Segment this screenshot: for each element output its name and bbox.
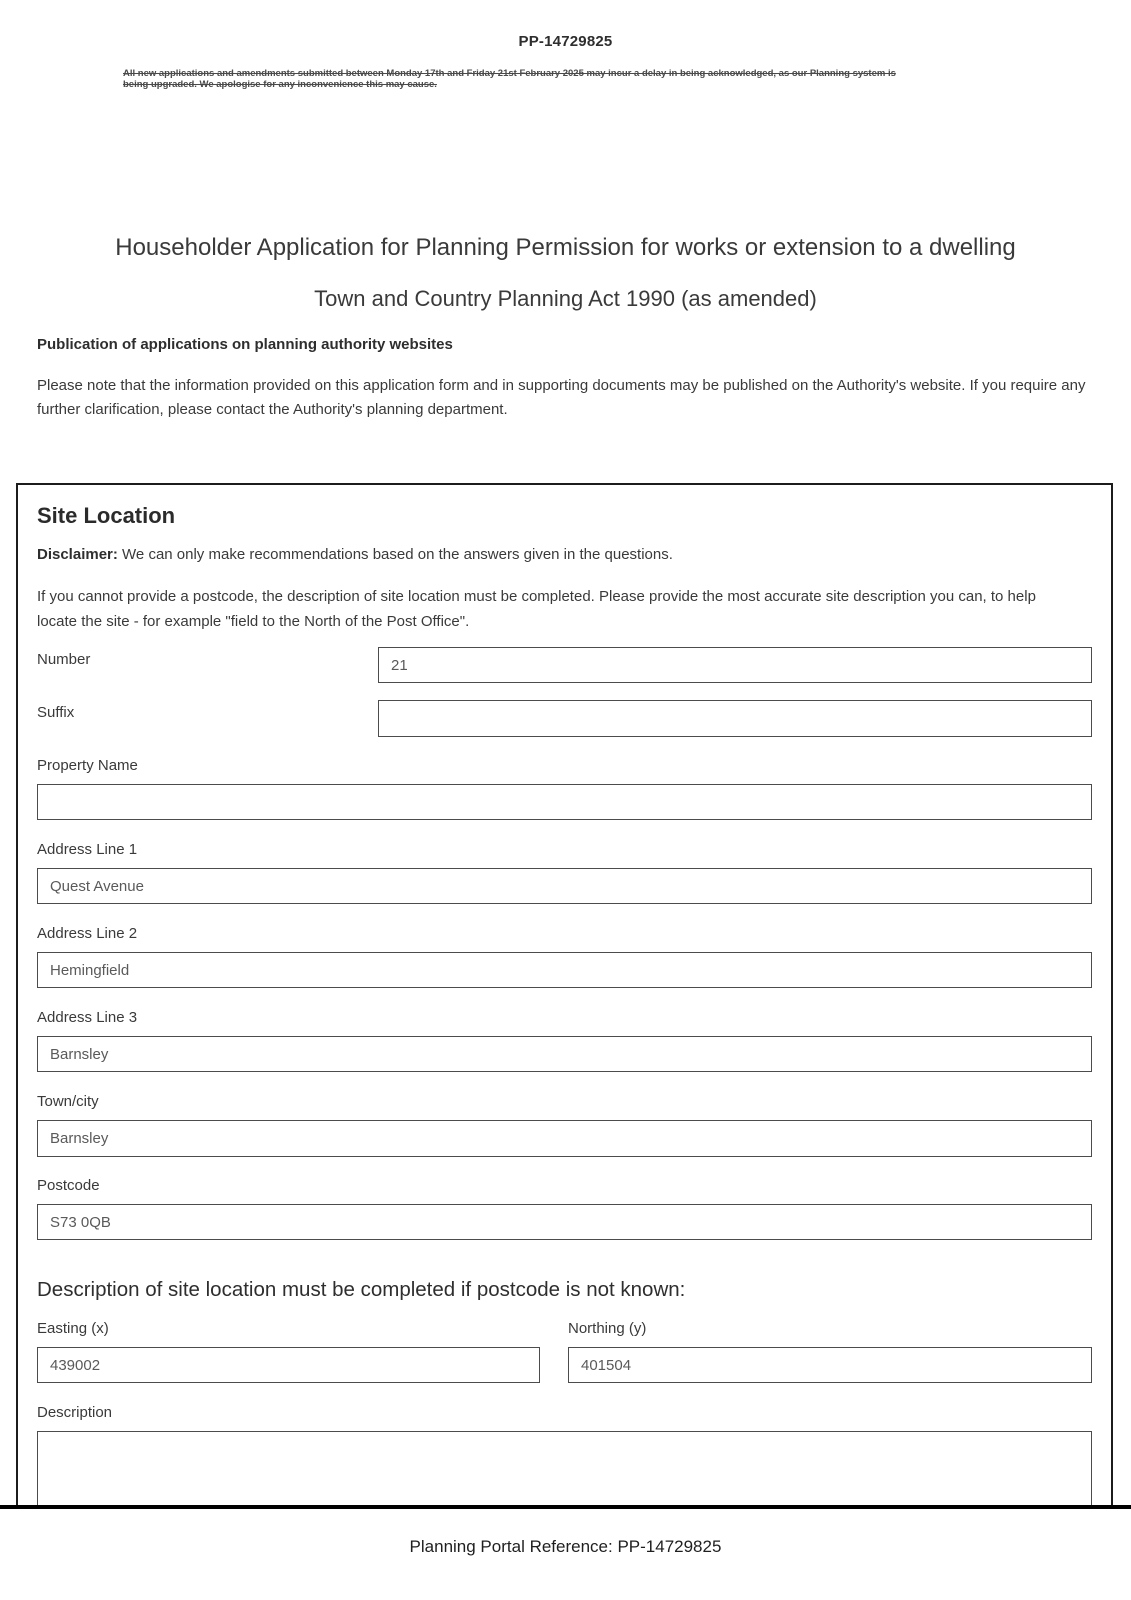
upgrade-notice-struck-text: All new applications and amendments submitted between Monday 17th and Friday 21st February 2025 may incur a delay in being acknowledged, as our Planning system is being upgraded. We apologise for any inconvenience this may cause. [123,68,896,90]
document-reference: PP-14729825 [518,33,613,50]
publication-body: Please note that the information provided on this application form and in supporting documents may be published on the Authority's website. If you require any further clarification, please contact the Authority's planning department. [37,377,1086,418]
page-title: Householder Application for Planning Permission for works or extension to a dwelling [115,234,1016,261]
address-line-1-label: Address Line 1 [37,841,138,858]
northing-label: Northing (y) [568,1320,647,1337]
postcode-label: Postcode [37,1177,100,1194]
postcode-input[interactable] [37,1204,1092,1240]
address-line-3-input[interactable] [37,1036,1092,1072]
town-city-input[interactable] [37,1120,1092,1157]
northing-input[interactable] [568,1347,1092,1383]
address-line-1-input[interactable] [37,868,1092,904]
site-description-heading: Description of site location must be completed if postcode is not known: [37,1278,686,1301]
property-name-label: Property Name [37,757,138,774]
easting-label: Easting (x) [37,1320,109,1337]
suffix-input[interactable] [378,700,1092,737]
description-label: Description [37,1404,113,1421]
address-line-3-label: Address Line 3 [37,1009,138,1026]
site-location-section [16,483,1113,1505]
site-location-heading: Site Location [37,503,176,528]
postcode-note: If you cannot provide a postcode, the description of site location must be completed. Please provide the most accurate site description you can, to help locate the site - for example "field to the North of the Post Office". [37,588,1036,630]
publication-heading: Publication of applications on planning authority websites [37,336,453,353]
town-city-label: Town/city [37,1093,99,1110]
disclaimer-text [37,546,673,563]
disclaimer-label: Disclaimer: [37,546,118,563]
number-label: Number [37,651,91,668]
property-name-input[interactable] [37,784,1092,820]
easting-input[interactable] [37,1347,540,1383]
description-input[interactable] [37,1431,1092,1505]
address-line-2-label: Address Line 2 [37,925,138,942]
suffix-label: Suffix [37,704,75,721]
page-break-divider [0,1505,1131,1509]
disclaimer-body: We can only make recommendations based on the answers given in the questions. [117,546,673,563]
footer-reference: Planning Portal Reference: PP-14729825 [409,1537,722,1556]
page-subtitle: Town and Country Planning Act 1990 (as amended) [314,286,817,311]
address-line-2-input[interactable] [37,952,1092,988]
number-input[interactable] [378,647,1092,683]
